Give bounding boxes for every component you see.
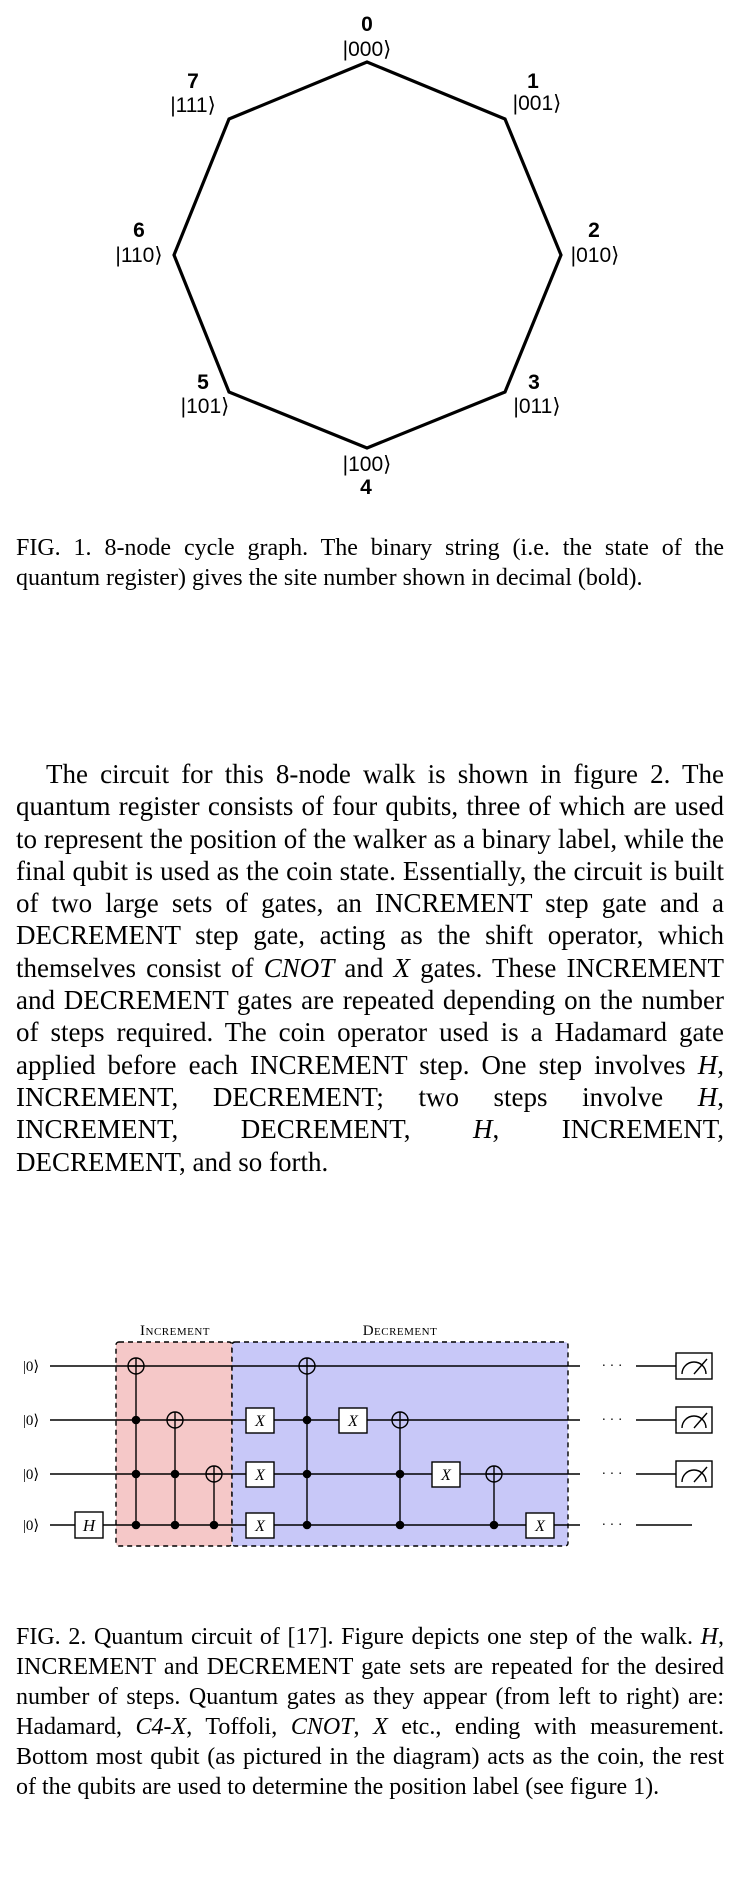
- cycle-graph-figure: [0, 0, 740, 510]
- node-5-number: 5: [197, 371, 209, 394]
- svg-text:X: X: [441, 1467, 451, 1484]
- node-3-number: 3: [528, 371, 540, 394]
- svg-text:X: X: [535, 1518, 545, 1535]
- hadamard-gate: [75, 1512, 103, 1538]
- node-2-number: 2: [588, 219, 600, 242]
- node-7-number: 7: [187, 70, 199, 93]
- node-6-state: |110⟩: [115, 244, 163, 267]
- x-gates-column-1: [246, 1408, 274, 1538]
- qubit-3-label: |0⟩: [22, 1518, 40, 1534]
- x-gate-q3: [526, 1513, 554, 1538]
- svg-text:X: X: [348, 1413, 358, 1430]
- node-7-state: |111⟩: [170, 94, 216, 117]
- body-paragraph: The circuit for this 8-node walk is shown in figure 2. The quantum register consists of four qubits, three of which are used to represent the position of the walker as a binary label, while the final qubit is used as the coin state. Essentially, the circuit is built of two large sets of gates, an INCREMENT step gate and a DECREMENT step gate, acting as the shift operator, which themselves consist of CNOT and X gates. These INCREMENT and DECREMENT gates are repeated depending on the number of steps required. The coin operator used is a Hadamard gate applied before each INCREMENT step. One step involves H, INCREMENT, DECREMENT; two steps involve H, INCREMENT, DECREMENT, H, INCREMENT, DECREMENT, and so forth.: [16, 759, 724, 1177]
- node-0-number: 0: [361, 13, 373, 36]
- node-5-state: |101⟩: [180, 395, 230, 418]
- node-6-number: 6: [133, 219, 145, 242]
- ellipsis-2: · · ·: [601, 1467, 623, 1482]
- figure-2-caption: FIG. 2. Quantum circuit of [17]. Figure depicts one step of the walk. H, INCREMENT and DECREMENT gate sets are repeated for the desired number of steps. Quantum gates as they appear (from left to right) are: Hadamard, C4-X, Toffoli, CNOT, X etc., ending with measurement. Bottom most qubit (as pictured in the diagram) acts as the coin, the rest of the qubits are used to determine the position label (see figure 1).: [16, 1624, 725, 1800]
- svg-text:X: X: [255, 1467, 265, 1484]
- node-4-number: 4: [360, 476, 372, 499]
- node-1-number: 1: [527, 70, 539, 93]
- x-gate-q2: [432, 1462, 460, 1487]
- svg-text:X: X: [255, 1518, 265, 1535]
- decrement-label: Decrement: [362, 1323, 438, 1339]
- x-gate-q1: [339, 1408, 367, 1433]
- node-1-state: |001⟩: [512, 92, 562, 115]
- measurement-meter-0: [676, 1353, 712, 1379]
- ellipsis-1: · · ·: [601, 1413, 623, 1428]
- node-0-state: |000⟩: [342, 38, 392, 61]
- measurement-meter-2: [676, 1461, 712, 1487]
- increment-label: Increment: [140, 1323, 210, 1339]
- measurement-meter-1: [676, 1407, 712, 1433]
- node-3-state: |011⟩: [513, 395, 561, 418]
- ellipsis-0: · · ·: [601, 1359, 623, 1374]
- node-4-state: |100⟩: [342, 453, 392, 476]
- qubit-0-label: |0⟩: [22, 1359, 40, 1375]
- figure-1-caption: FIG. 1. 8-node cycle graph. The binary string (i.e. the state of the quantum register) gives the site number shown in decimal (bold).: [16, 535, 724, 591]
- qubit-1-label: |0⟩: [22, 1413, 40, 1429]
- svg-text:H: H: [82, 1516, 96, 1535]
- node-2-state: |010⟩: [570, 244, 620, 267]
- svg-text:X: X: [255, 1413, 265, 1430]
- ellipsis-3: · · ·: [601, 1518, 623, 1533]
- qubit-2-label: |0⟩: [22, 1467, 40, 1483]
- cycle-graph-octagon: [174, 62, 561, 448]
- quantum-circuit-figure: [0, 1310, 740, 1560]
